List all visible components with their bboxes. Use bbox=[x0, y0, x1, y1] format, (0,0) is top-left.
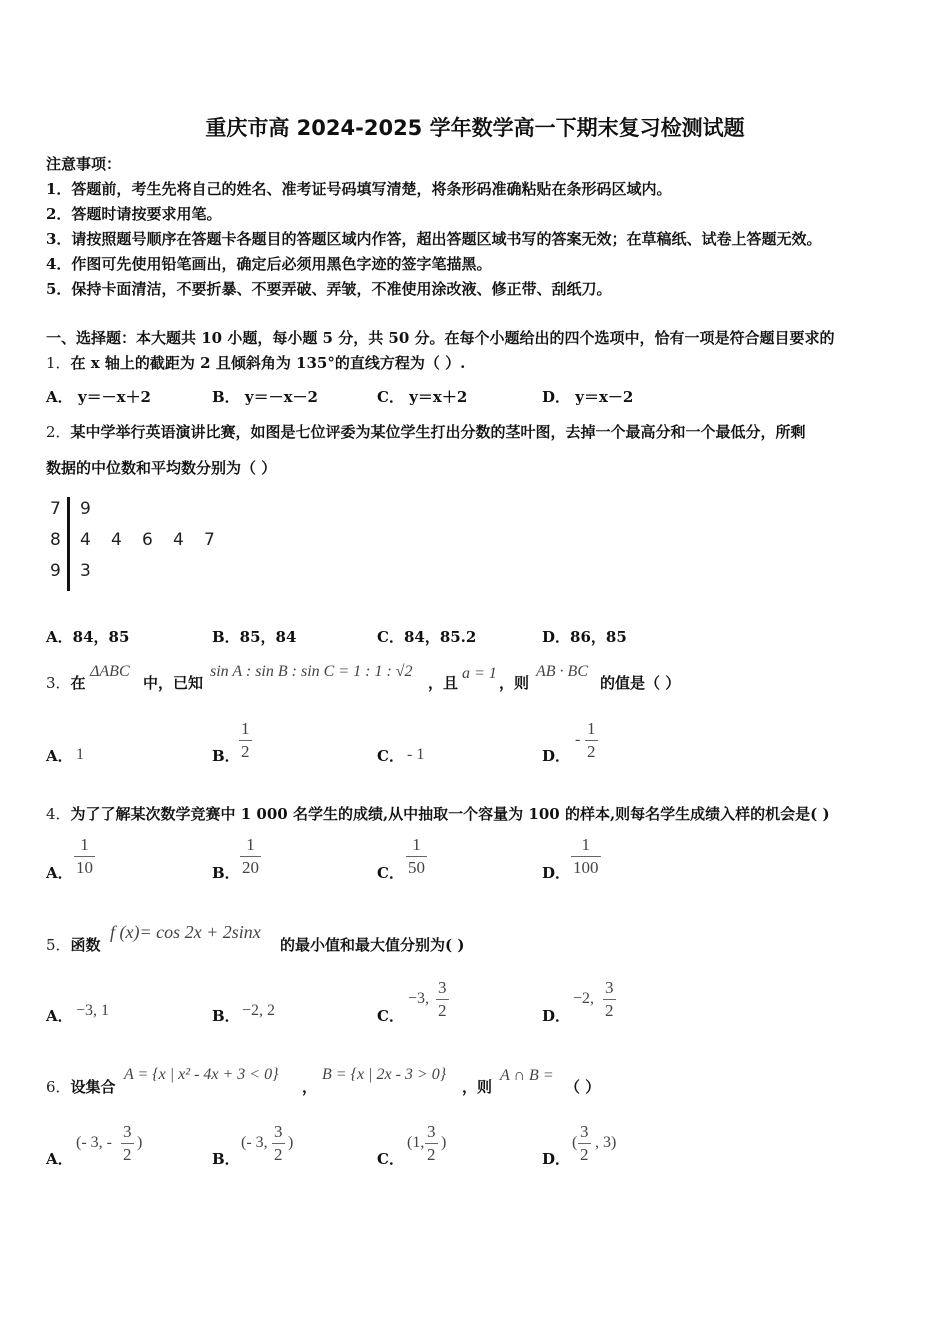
option-d-label: D． bbox=[542, 864, 571, 882]
question-5 bbox=[46, 934, 101, 955]
question-number: 1． bbox=[46, 354, 71, 372]
question-text: 设集合 bbox=[70, 1078, 116, 1096]
question-2 bbox=[46, 421, 806, 442]
option-c-label: C． bbox=[377, 1007, 404, 1025]
question-text: 函数 bbox=[70, 936, 101, 954]
option-d-prefix: −2, bbox=[573, 990, 595, 1007]
question-text: ，则 bbox=[462, 1078, 493, 1096]
option-b-label: B． bbox=[212, 1150, 240, 1168]
leaf-value: 4 bbox=[173, 530, 184, 550]
numerator: 1 bbox=[406, 834, 427, 857]
notice-item: 4．作图可先使用铅笔画出，确定后必须用黑色字迹的签字笔描黑。 bbox=[46, 255, 492, 273]
option-c-value bbox=[425, 1121, 438, 1166]
numerator: 3 bbox=[121, 1121, 134, 1144]
option-b: B．85，84 bbox=[212, 628, 297, 646]
option-b-value bbox=[239, 718, 252, 763]
numerator: 3 bbox=[436, 977, 449, 1000]
question-number: 2． bbox=[46, 423, 71, 441]
leaf-value: 4 bbox=[111, 530, 122, 550]
denominator: 2 bbox=[427, 1145, 436, 1164]
option-d-value bbox=[578, 1121, 591, 1166]
question-text-cont: 数据的中位数和平均数分别为（ ） bbox=[46, 459, 277, 477]
denominator: 2 bbox=[241, 742, 250, 761]
denominator: 2 bbox=[587, 742, 596, 761]
numerator: 1 bbox=[571, 834, 601, 857]
notice-item: 5．保持卡面清洁，不要折暴、不要弄破、弄皱，不准使用涂改液、修正带、刮纸刀。 bbox=[46, 280, 612, 298]
option-a-label: A． bbox=[46, 864, 73, 882]
option-c-label: C． bbox=[377, 747, 404, 765]
denominator: 100 bbox=[573, 858, 599, 877]
option-a-label: A． bbox=[46, 1007, 73, 1025]
numerator: 1 bbox=[240, 834, 261, 857]
triangle-label: ΔABC bbox=[90, 663, 130, 680]
option-b-label: B． bbox=[212, 864, 240, 882]
leaf-value: 9 bbox=[80, 499, 91, 519]
question-text: 某中学举行英语演讲比赛，如图是七位评委为某位学生打出分数的茎叶图，去掉一个最高分和一个最低分，所剩 bbox=[70, 423, 806, 441]
option-a-value bbox=[74, 834, 95, 879]
question-number: 6． bbox=[46, 1078, 71, 1096]
option-a-value: −3, 1 bbox=[76, 1002, 110, 1019]
option-b-label: B． bbox=[212, 1007, 240, 1025]
notice-item: 1．答题前，考生先将自己的姓名、准考证号码填写清楚，将条形码准确粘贴在条形码区域内。 bbox=[46, 180, 672, 198]
option-b: B． y＝－x－2 bbox=[212, 388, 318, 406]
denominator: 2 bbox=[274, 1145, 283, 1164]
stem-value: 8 bbox=[50, 530, 61, 550]
option-d-label: D． bbox=[542, 747, 571, 765]
option-a: A． y＝－x＋2 bbox=[46, 388, 151, 406]
option-d: D．86，85 bbox=[542, 628, 627, 646]
option-b-suffix: ) bbox=[288, 1134, 294, 1151]
question-text: 的值是（ ） bbox=[600, 674, 681, 692]
numerator: 3 bbox=[603, 977, 616, 1000]
function-expression: f (x)= cos 2x + 2sinx bbox=[110, 922, 261, 942]
option-a-suffix: ) bbox=[137, 1134, 143, 1151]
option-b-value bbox=[272, 1121, 285, 1166]
question-number: 5． bbox=[46, 936, 71, 954]
leaf-value: 4 bbox=[80, 530, 91, 550]
notice-item: 3．请按照题号顺序在答题卡各题目的答题区域内作答，超出答题区域书写的答案无效；在草稿纸、试卷上答题无效。 bbox=[46, 230, 822, 248]
denominator: 2 bbox=[438, 1001, 447, 1020]
sine-ratio: sin A : sin B : sin C = 1 : 1 : √2 bbox=[210, 663, 413, 680]
denominator: 20 bbox=[242, 858, 259, 877]
question-text: （ ） bbox=[565, 1078, 601, 1096]
option-c-value bbox=[436, 977, 449, 1022]
option-c-suffix: ) bbox=[441, 1134, 447, 1151]
option-c-prefix: (1, bbox=[407, 1134, 425, 1151]
option-a: A．84，85 bbox=[46, 628, 130, 646]
option-c: C． y＝x＋2 bbox=[377, 388, 468, 406]
option-d-label: D． bbox=[542, 1007, 571, 1025]
numerator: 3 bbox=[578, 1121, 591, 1144]
vector-product: AB · BC bbox=[536, 663, 588, 680]
option-c: C．84，85.2 bbox=[377, 628, 477, 646]
numerator: 3 bbox=[425, 1121, 438, 1144]
numerator: 1 bbox=[239, 718, 252, 741]
numerator: 3 bbox=[272, 1121, 285, 1144]
leaf-value: 3 bbox=[80, 561, 91, 581]
question-text: 的最小值和最大值分别为( ) bbox=[280, 936, 465, 954]
question-6 bbox=[46, 1076, 116, 1097]
stem-divider bbox=[67, 497, 70, 591]
question-1 bbox=[46, 352, 465, 373]
question-3 bbox=[46, 672, 86, 693]
notice-heading: 注意事项： bbox=[46, 155, 122, 173]
option-b-prefix: (- 3, bbox=[241, 1134, 268, 1151]
denominator: 2 bbox=[123, 1145, 132, 1164]
set-a: A = {x | x² - 4x + 3 < 0} bbox=[124, 1066, 279, 1083]
question-text: 中，已知 bbox=[143, 674, 204, 692]
option-b-value: −2, 2 bbox=[242, 1002, 276, 1019]
option-a-label: A． bbox=[46, 1150, 73, 1168]
question-text: ，且 bbox=[428, 674, 459, 692]
option-a-value: 1 bbox=[76, 746, 84, 763]
set-intersection: A ∩ B = bbox=[500, 1067, 554, 1084]
option-d-label: D． bbox=[542, 1150, 571, 1168]
option-a-value bbox=[121, 1121, 134, 1166]
option-b-label: B． bbox=[212, 747, 240, 765]
question-text: 在 x 轴上的截距为 2 且倾斜角为 135°的直线方程为（ ）. bbox=[70, 354, 466, 372]
option-d-value bbox=[571, 834, 601, 879]
question-text: ，则 bbox=[499, 674, 530, 692]
question-text: 在 bbox=[70, 674, 86, 692]
stem-value: 9 bbox=[50, 561, 61, 581]
option-d-value bbox=[603, 977, 616, 1022]
notice-item: 2．答题时请按要求用笔。 bbox=[46, 205, 222, 223]
set-b: B = {x | 2x - 3 > 0} bbox=[322, 1066, 447, 1083]
question-text: 为了了解某次数学竞赛中 1 000 名学生的成绩,从中抽取一个容量为 100 的样本,则每名学生成绩入样的机会是( ) bbox=[70, 805, 830, 823]
option-a-prefix: (- 3, - bbox=[76, 1134, 112, 1151]
option-c-prefix: −3, bbox=[408, 990, 430, 1007]
denominator: 2 bbox=[605, 1001, 614, 1020]
section-heading: 一、选择题：本大题共 10 小题，每小题 5 分，共 50 分。在每个小题给出的四个选项中，恰有一项是符合题目要求的 bbox=[46, 329, 835, 347]
leaf-value: 7 bbox=[204, 530, 215, 550]
option-c-label: C． bbox=[377, 864, 404, 882]
denominator: 10 bbox=[76, 858, 93, 877]
page-title: 重庆市高 2024-2025 学年数学高一下期末复习检测试题 bbox=[205, 116, 745, 140]
stem-value: 7 bbox=[50, 499, 61, 519]
option-b-value bbox=[240, 834, 261, 879]
option-d-value bbox=[585, 718, 598, 763]
numerator: 1 bbox=[74, 834, 95, 857]
denominator: 50 bbox=[408, 858, 425, 877]
question-number: 4． bbox=[46, 805, 71, 823]
option-c-value: - 1 bbox=[407, 746, 425, 763]
numerator: 1 bbox=[585, 718, 598, 741]
leaf-value: 6 bbox=[142, 530, 153, 550]
option-a-label: A． bbox=[46, 747, 73, 765]
side-a: a = 1 bbox=[462, 665, 497, 682]
option-d-suffix: , 3) bbox=[595, 1134, 617, 1151]
option-d-prefix: ( bbox=[572, 1134, 578, 1151]
option-d-sign: - bbox=[575, 731, 581, 748]
option-c-value bbox=[406, 834, 427, 879]
question-text: ， bbox=[302, 1078, 318, 1096]
question-4 bbox=[46, 803, 830, 824]
question-number: 3． bbox=[46, 674, 71, 692]
option-c-label: C． bbox=[377, 1150, 404, 1168]
option-d: D． y＝x－2 bbox=[542, 388, 634, 406]
denominator: 2 bbox=[580, 1145, 589, 1164]
